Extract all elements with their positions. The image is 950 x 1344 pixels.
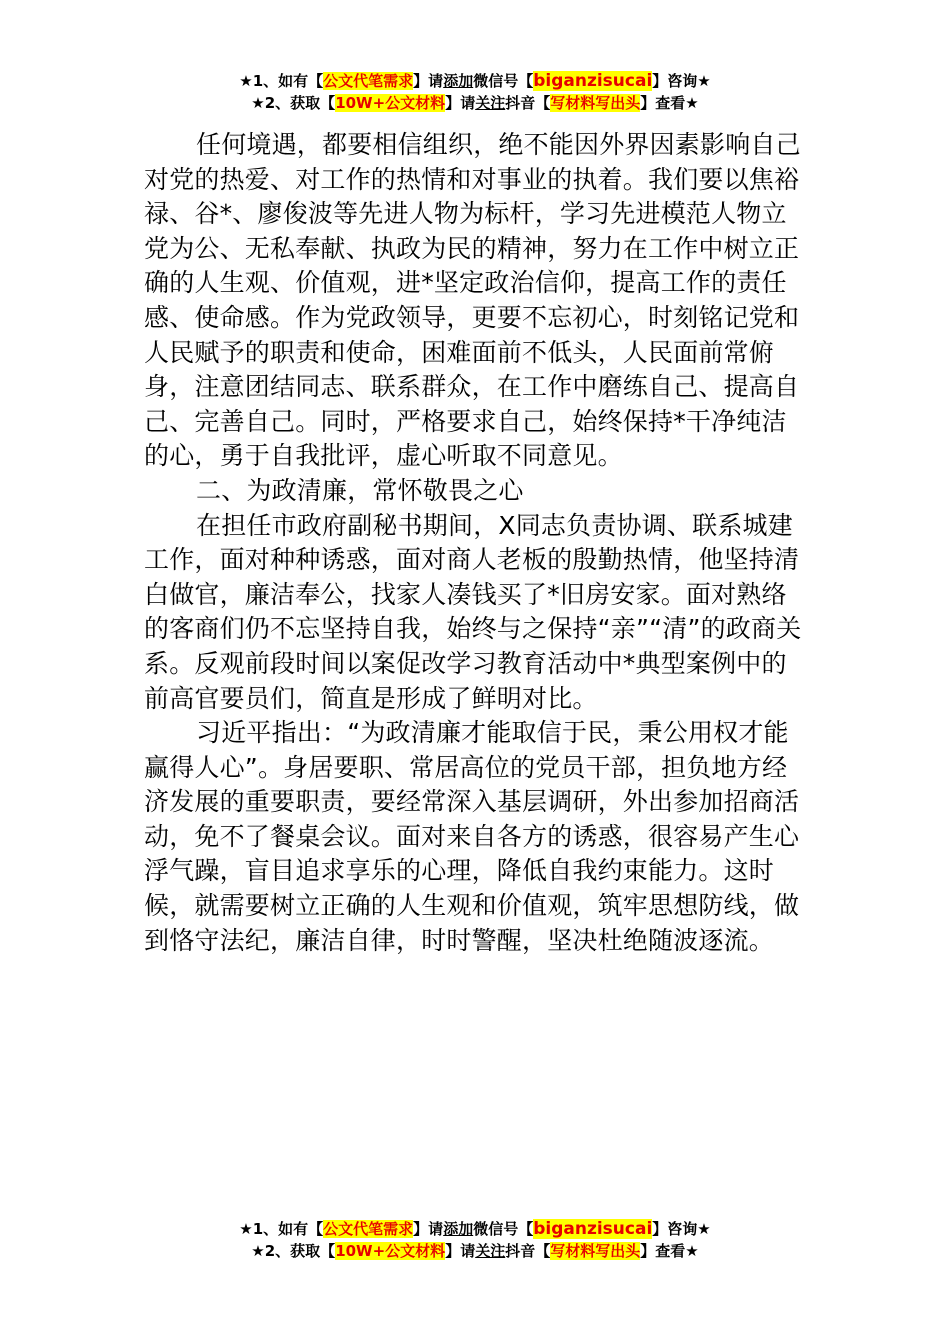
banner-text: 】请 — [413, 72, 444, 90]
banner-text: 】咨询★ — [652, 72, 711, 90]
underlined-text: 关注 — [475, 1242, 506, 1260]
document-body — [144, 128, 806, 958]
paragraph: 任何境遇，都要相信组织，绝不能因外界因素影响自己对党的热爱、对工作的热情和对事业的执着。我们要以焦裕禄、谷*、廖俊波等先进人物为标杆，学习先进模范人物立党为公、无私奉献、执政为民的精神，努力在工作中树立正确的人生观、价值观，进*坚定政治信仰，提高工作的责任感、使命感。作为党政领导，更要不忘初心，时刻铭记党和人民赋予的职责和使命，困难面前不低头，人民面前常俯身，注意团结同志、联系群众，在工作中磨练自己、提高自己、完善自己。同时，严格要求自己，始终保持*干净纯洁的心，勇于自我批评，虚心听取不同意见。 — [144, 130, 801, 471]
underlined-text: 添加 — [443, 1220, 474, 1238]
footer-banner — [0, 1218, 950, 1262]
banner-text: ★1、如有【 — [239, 72, 324, 90]
banner-text: 微信号【 — [473, 1220, 534, 1238]
banner-text: 】请 — [413, 1220, 444, 1238]
underlined-text: 添加 — [443, 72, 474, 90]
highlight-text: 公文代笔需求 — [323, 72, 414, 90]
banner-text: 】查看★ — [640, 94, 699, 112]
highlight-text: 10W+公文材料 — [335, 1242, 446, 1260]
douyin-name: 写材料写出头 — [550, 94, 641, 112]
underlined-text: 关注 — [475, 94, 506, 112]
banner-text: 抖音【 — [505, 1242, 551, 1260]
banner-line-1 — [0, 1218, 950, 1240]
banner-text: 】查看★ — [640, 1242, 699, 1260]
banner-text: 抖音【 — [505, 94, 551, 112]
banner-text: ★2、获取【 — [251, 1242, 336, 1260]
banner-text: ★2、获取【 — [251, 94, 336, 112]
highlight-text: 公文代笔需求 — [323, 1220, 414, 1238]
banner-text: 】请 — [445, 1242, 476, 1260]
banner-line-1 — [0, 70, 950, 92]
wechat-id: biganzisucai — [533, 71, 653, 91]
section-heading: 二、为政清廉，常怀敬畏之心 — [196, 475, 524, 505]
banner-line-2 — [0, 1240, 950, 1262]
banner-text: 微信号【 — [473, 72, 534, 90]
wechat-id: biganzisucai — [533, 1219, 653, 1239]
header-banner — [0, 70, 950, 114]
banner-text: 】请 — [445, 94, 476, 112]
paragraph: 习近平指出：“为政清廉才能取信于民，秉公用权才能赢得人心”。身居要职、常居高位的党员干部，担负地方经济发展的重要职责，要经常深入基层调研，外出参加招商活动，免不了餐桌会议。面对来自各方的诱惑，很容易产生心浮气躁，盲目追求享乐的心理，降低自我约束能力。这时候，就需要树立正确的人生观和价值观，筑牢思想防线，做到恪守法纪，廉洁自律，时时警醒，坚决杜绝随波逐流。 — [144, 718, 800, 955]
douyin-name: 写材料写出头 — [550, 1242, 641, 1260]
highlight-text: 10W+公文材料 — [335, 94, 446, 112]
banner-line-2 — [0, 92, 950, 114]
banner-text: 】咨询★ — [652, 1220, 711, 1238]
paragraph: 在担任市政府副秘书期间，X同志负责协调、联系城建工作，面对种种诱惑，面对商人老板的殷勤热情，他坚持清白做官，廉洁奉公，找家人凑钱买了*旧房安家。面对熟络的客商们仍不忘坚持自我，始终与之保持“亲”“清”的政商关系。反观前段时间以案促改学习教育活动中*典型案例中的前高官要员们，简直是形成了鲜明对比。 — [144, 510, 802, 713]
banner-text: ★1、如有【 — [239, 1220, 324, 1238]
